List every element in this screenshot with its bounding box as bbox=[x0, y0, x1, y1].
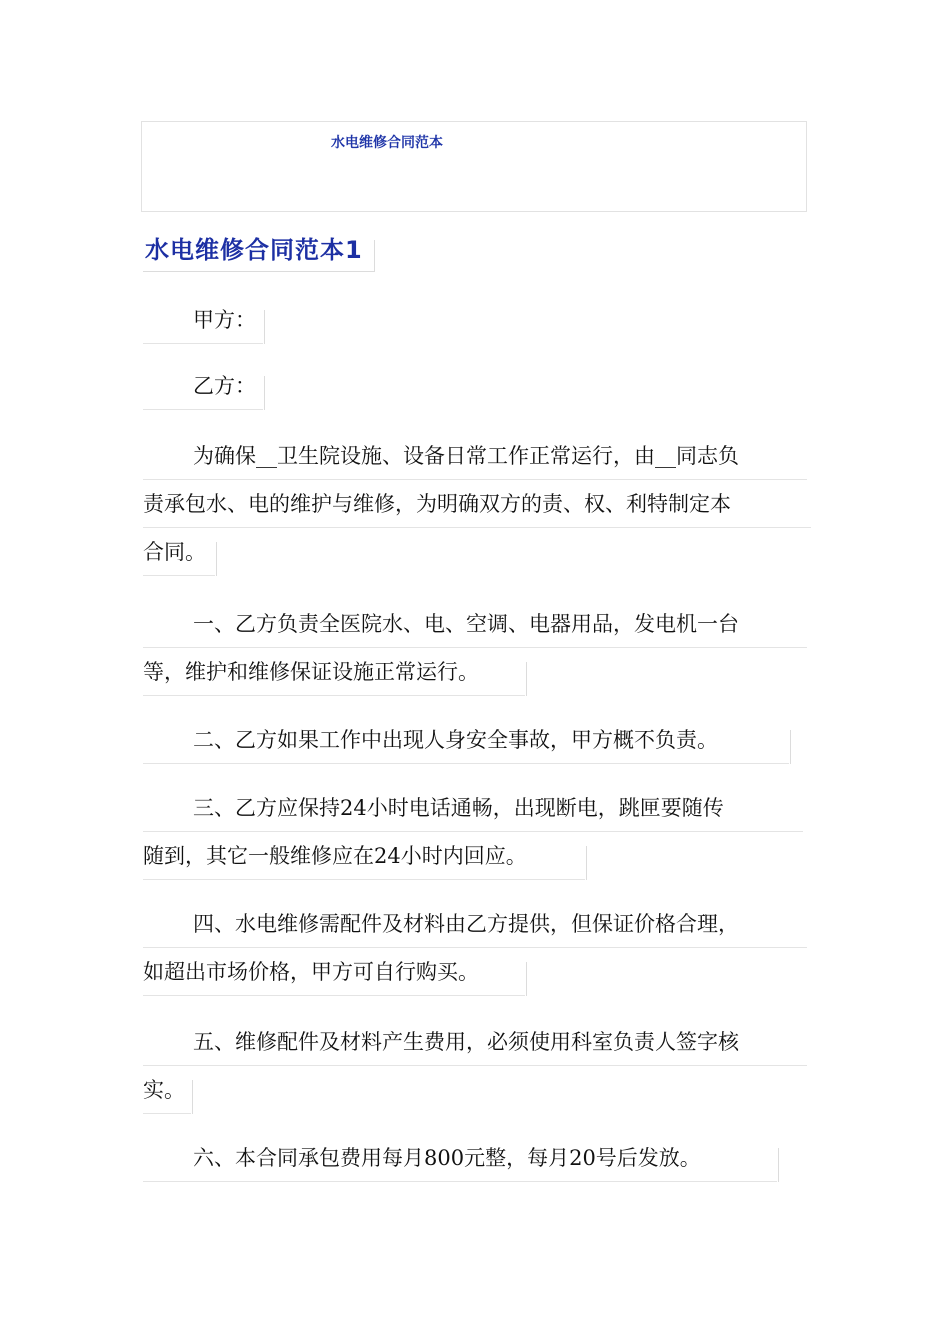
party-b-label: 乙方： bbox=[143, 362, 263, 410]
intro-line-1: 为确保__卫生院设施、设备日常工作正常运行，由__同志负 bbox=[143, 432, 807, 480]
clause-4-line-2: 如超出市场价格，甲方可自行购买。 bbox=[143, 948, 525, 996]
clause-1 bbox=[143, 600, 811, 696]
clause-4-line-1: 四、水电维修需配件及材料由乙方提供，但保证价格合理， bbox=[143, 900, 807, 948]
title-divider bbox=[143, 271, 375, 272]
intro-line-3: 合同。 bbox=[143, 528, 215, 576]
party-b-paragraph bbox=[143, 362, 263, 410]
page-header bbox=[141, 121, 807, 212]
document-title: 水电维修合同范本1 bbox=[145, 236, 363, 264]
intro-paragraph bbox=[143, 432, 811, 576]
clause-3 bbox=[143, 784, 811, 880]
intro-line-2: 责承包水、电的维护与维修，为明确双方的责、权、利特制定本 bbox=[143, 480, 811, 528]
clause-6 bbox=[143, 1134, 811, 1182]
clause-6-line-1: 六、本合同承包费用每月800元整，每月20号后发放。 bbox=[143, 1134, 777, 1182]
title-divider-edge bbox=[374, 240, 375, 272]
clause-1-line-2: 等，维护和维修保证设施正常运行。 bbox=[143, 648, 525, 696]
clause-5 bbox=[143, 1018, 811, 1114]
clause-4 bbox=[143, 900, 811, 996]
clause-2-line-1: 二、乙方如果工作中出现人身安全事故，甲方概不负责。 bbox=[143, 716, 789, 764]
clause-5-line-2: 实。 bbox=[143, 1066, 191, 1114]
clause-3-line-1: 三、乙方应保持24小时电话通畅，出现断电，跳匣要随传 bbox=[143, 784, 803, 832]
clause-2 bbox=[143, 716, 811, 764]
party-a-paragraph bbox=[143, 296, 263, 344]
header-title: 水电维修合同范本 bbox=[331, 135, 443, 151]
clause-5-line-1: 五、维修配件及材料产生费用，必须使用科室负责人签字核 bbox=[143, 1018, 807, 1066]
clause-1-line-1: 一、乙方负责全医院水、电、空调、电器用品，发电机一台 bbox=[143, 600, 807, 648]
clause-3-line-2: 随到，其它一般维修应在24小时内回应。 bbox=[143, 832, 585, 880]
party-a-label: 甲方： bbox=[143, 296, 263, 344]
